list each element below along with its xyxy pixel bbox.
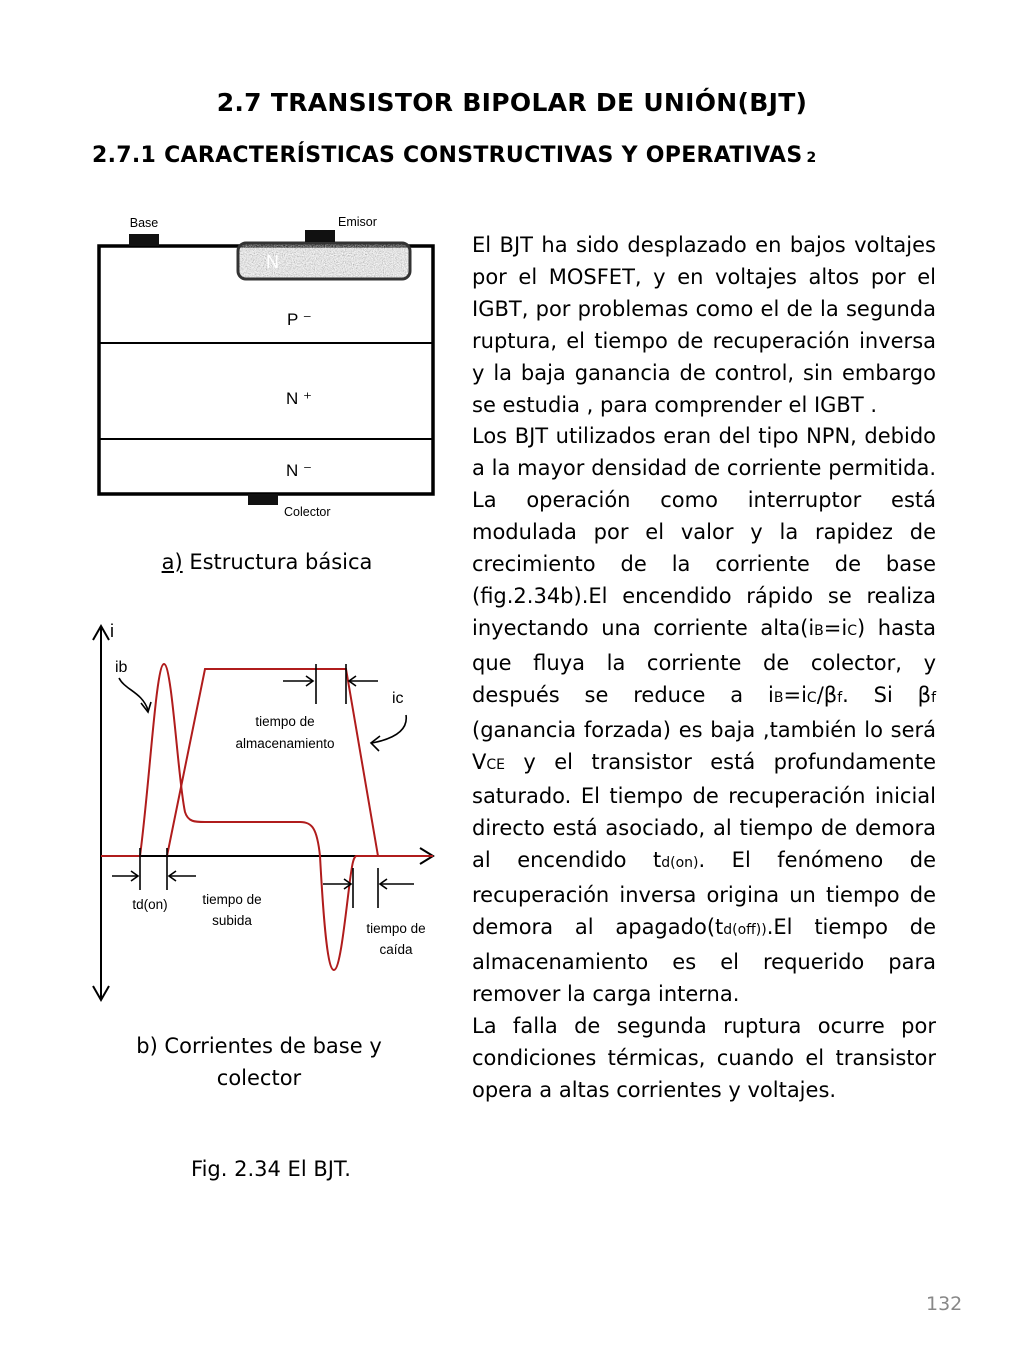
fall-time-label-2: caída — [379, 942, 413, 957]
base-contact — [129, 234, 159, 246]
paragraph-3: La falla de segunda ruptura ocurre por condiciones térmicas, cuando el transistor opera a altas corrientes y voltajes. — [472, 1013, 936, 1102]
caption-b — [92, 1030, 426, 1094]
structure-outline — [99, 246, 433, 494]
n-minus-label: N ⁻ — [286, 461, 312, 480]
section-title: 2.7 TRANSISTOR BIPOLAR DE UNIÓN(BJT) — [216, 88, 808, 117]
caption-b-line-2: colector — [216, 1066, 302, 1090]
timing-markers — [112, 664, 414, 908]
n-plus-label: N ⁺ — [286, 389, 312, 408]
rise-time-label-2: subida — [212, 913, 252, 928]
base-label: Base — [129, 216, 159, 230]
caption-a — [100, 550, 434, 574]
page-number: 132 — [926, 1293, 963, 1315]
collector-label: Colector — [284, 505, 331, 519]
td-on-label: td(on) — [132, 897, 168, 912]
emitter-label: Emisor — [338, 215, 377, 229]
subsection-reference: 2 — [806, 150, 817, 166]
paragraph-2: Los BJT utilizados eran del tipo NPN, debido a la mayor densidad de corriente permitida. La operación como interruptor está modulada por el valor y la rapidez de crecimiento de la corriente de base (fig.2.34b).El encendido rápido se realiza inyectando una corriente alta(iB=iC) hasta que fluya la corriente de colector, y después se reduce a iB=iC/βf. Si βf (ganancia forzada) es baja ,también lo será VCE y el transistor está profundamente saturado. El tiempo de recuperación inicial directo está asociado, al tiempo de demora al encendido td(on). El fenómeno de recuperación inversa origina un tiempo de demora al apagado(td(off)).El tiempo de almacenamiento es el requerido para remover la carga interna. — [472, 424, 937, 1006]
ib-label: ib — [115, 659, 128, 676]
p-minus-label: P ⁻ — [287, 310, 312, 329]
caption-a-letter: a) — [161, 550, 183, 574]
fall-time-label-1: tiempo de — [366, 921, 426, 936]
storage-time-label-2: almacenamiento — [235, 736, 335, 751]
paragraph-1: El BJT ha sido desplazado en bajos voltajes por el MOSFET, y en voltajes altos por el IGBT, por problemas como el de la segunda ruptura, el tiempo de recuperación inversa y la baja ganancia de control, sin embargo se estudia , para comprender el IGBT . — [472, 233, 936, 417]
subsection-title-text: 2.7.1 CARACTERÍSTICAS CONSTRUCTIVAS Y OPERATIVAS — [92, 143, 803, 168]
emitter-n-region-texture — [238, 243, 410, 279]
ic-label: ic — [392, 690, 404, 707]
storage-time-label-1: tiempo de — [255, 714, 315, 729]
collector-contact — [248, 494, 278, 505]
axis-i-label: i — [110, 621, 114, 641]
emitter-contact — [305, 230, 335, 242]
structure-diagram — [99, 246, 433, 494]
caption-b-line-1: b) Corrientes de base y — [136, 1034, 382, 1058]
n-region-label: N — [266, 252, 279, 272]
body-text — [472, 230, 936, 1106]
rise-time-label-1: tiempo de — [202, 892, 262, 907]
caption-a-text: Estructura básica — [189, 550, 373, 574]
figure-caption: Fig. 2.34 El BJT. — [191, 1157, 351, 1181]
